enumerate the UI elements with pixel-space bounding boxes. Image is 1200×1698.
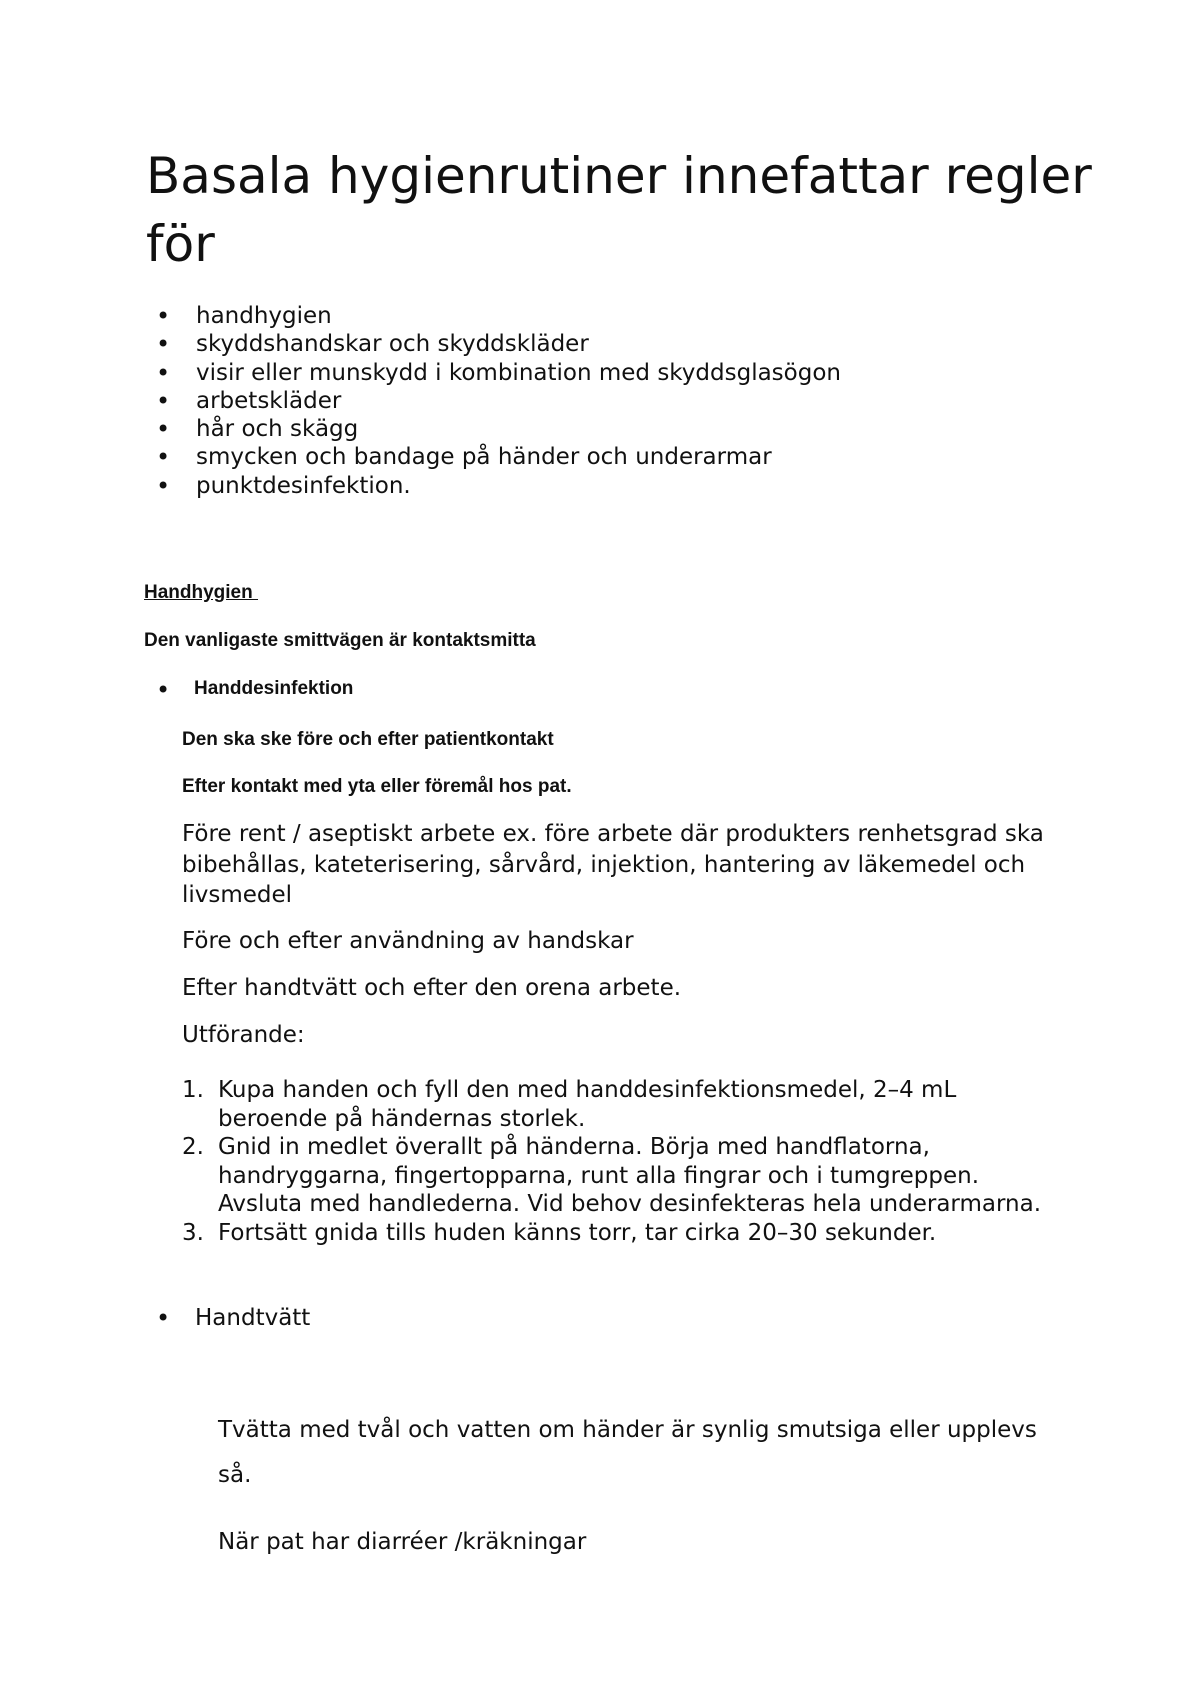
procedure-steps [182,1076,1062,1247]
list-item: • hår och skägg [146,415,841,443]
list-item: • arbetskläder [146,387,841,415]
when-text: Efter kontakt med yta eller föremål hos pat. [182,776,572,797]
wash-paragraph: När pat har diarréer /kräkningar [218,1529,587,1555]
wash-paragraph: Tvätta med tvål och vatten om händer är synlig smutsiga eller upplevs så. [218,1417,1037,1488]
list-item: • smycken och bandage på händer och underarmar [146,443,841,471]
step-text: Kupa handen och fyll den med handdesinfektionsmedel, 2–4 mL beroende på händernas storlek. [218,1077,957,1132]
bullet-icon: • [156,1304,171,1332]
bullet-handtvatt: Handtvätt [195,1305,311,1331]
list-item: • handhygien [146,302,841,330]
list-item [182,1219,1062,1248]
list-item [182,1133,1062,1219]
step-number: 1. [182,1077,204,1103]
intro-text: Den vanligaste smittvägen är kontaktsmitta [144,630,536,651]
when-paragraph: Före och efter användning av handskar [182,928,634,954]
when-text: Den ska ske före och efter patientkontakt [182,729,554,750]
list-item: • visir eller munskydd i kombination med skyddsglasögon [146,359,841,387]
procedure-label: Utförande: [182,1022,305,1048]
when-paragraph: Före rent / aseptiskt arbete ex. före arbete där produkters renhetsgrad ska bibehållas, kateterisering, sårvård, injektion, hantering av läkemedel och livsmedel [182,821,1044,908]
step-text: Fortsätt gnida tills huden känns torr, tar cirka 20–30 sekunder. [218,1219,937,1246]
bullet-handdesinfektion: Handdesinfektion [194,678,354,699]
step-text: Gnid in medlet överallt på händerna. Börja med handflatorna, handryggarna, fingertopparna, runt alla fingrar och i tumgreppen. Avsluta med handlederna. Vid behov desinfekteras hela underarmarna. [218,1134,1042,1217]
when-paragraph: Efter handtvätt och efter den orena arbete. [182,975,682,1001]
list-item: • punktdesinfektion. [146,472,841,500]
bullet-icon: • [156,676,171,704]
list-item: • skyddshandskar och skyddskläder [146,330,841,358]
page-title: Basala hygienrutiner innefattar regler för [146,147,1092,273]
rules-list [146,302,841,500]
step-number: 2. [182,1134,204,1160]
step-number: 3. [182,1219,204,1246]
list-item [182,1076,1062,1133]
section-heading-handhygien: Handhygien [144,582,259,603]
